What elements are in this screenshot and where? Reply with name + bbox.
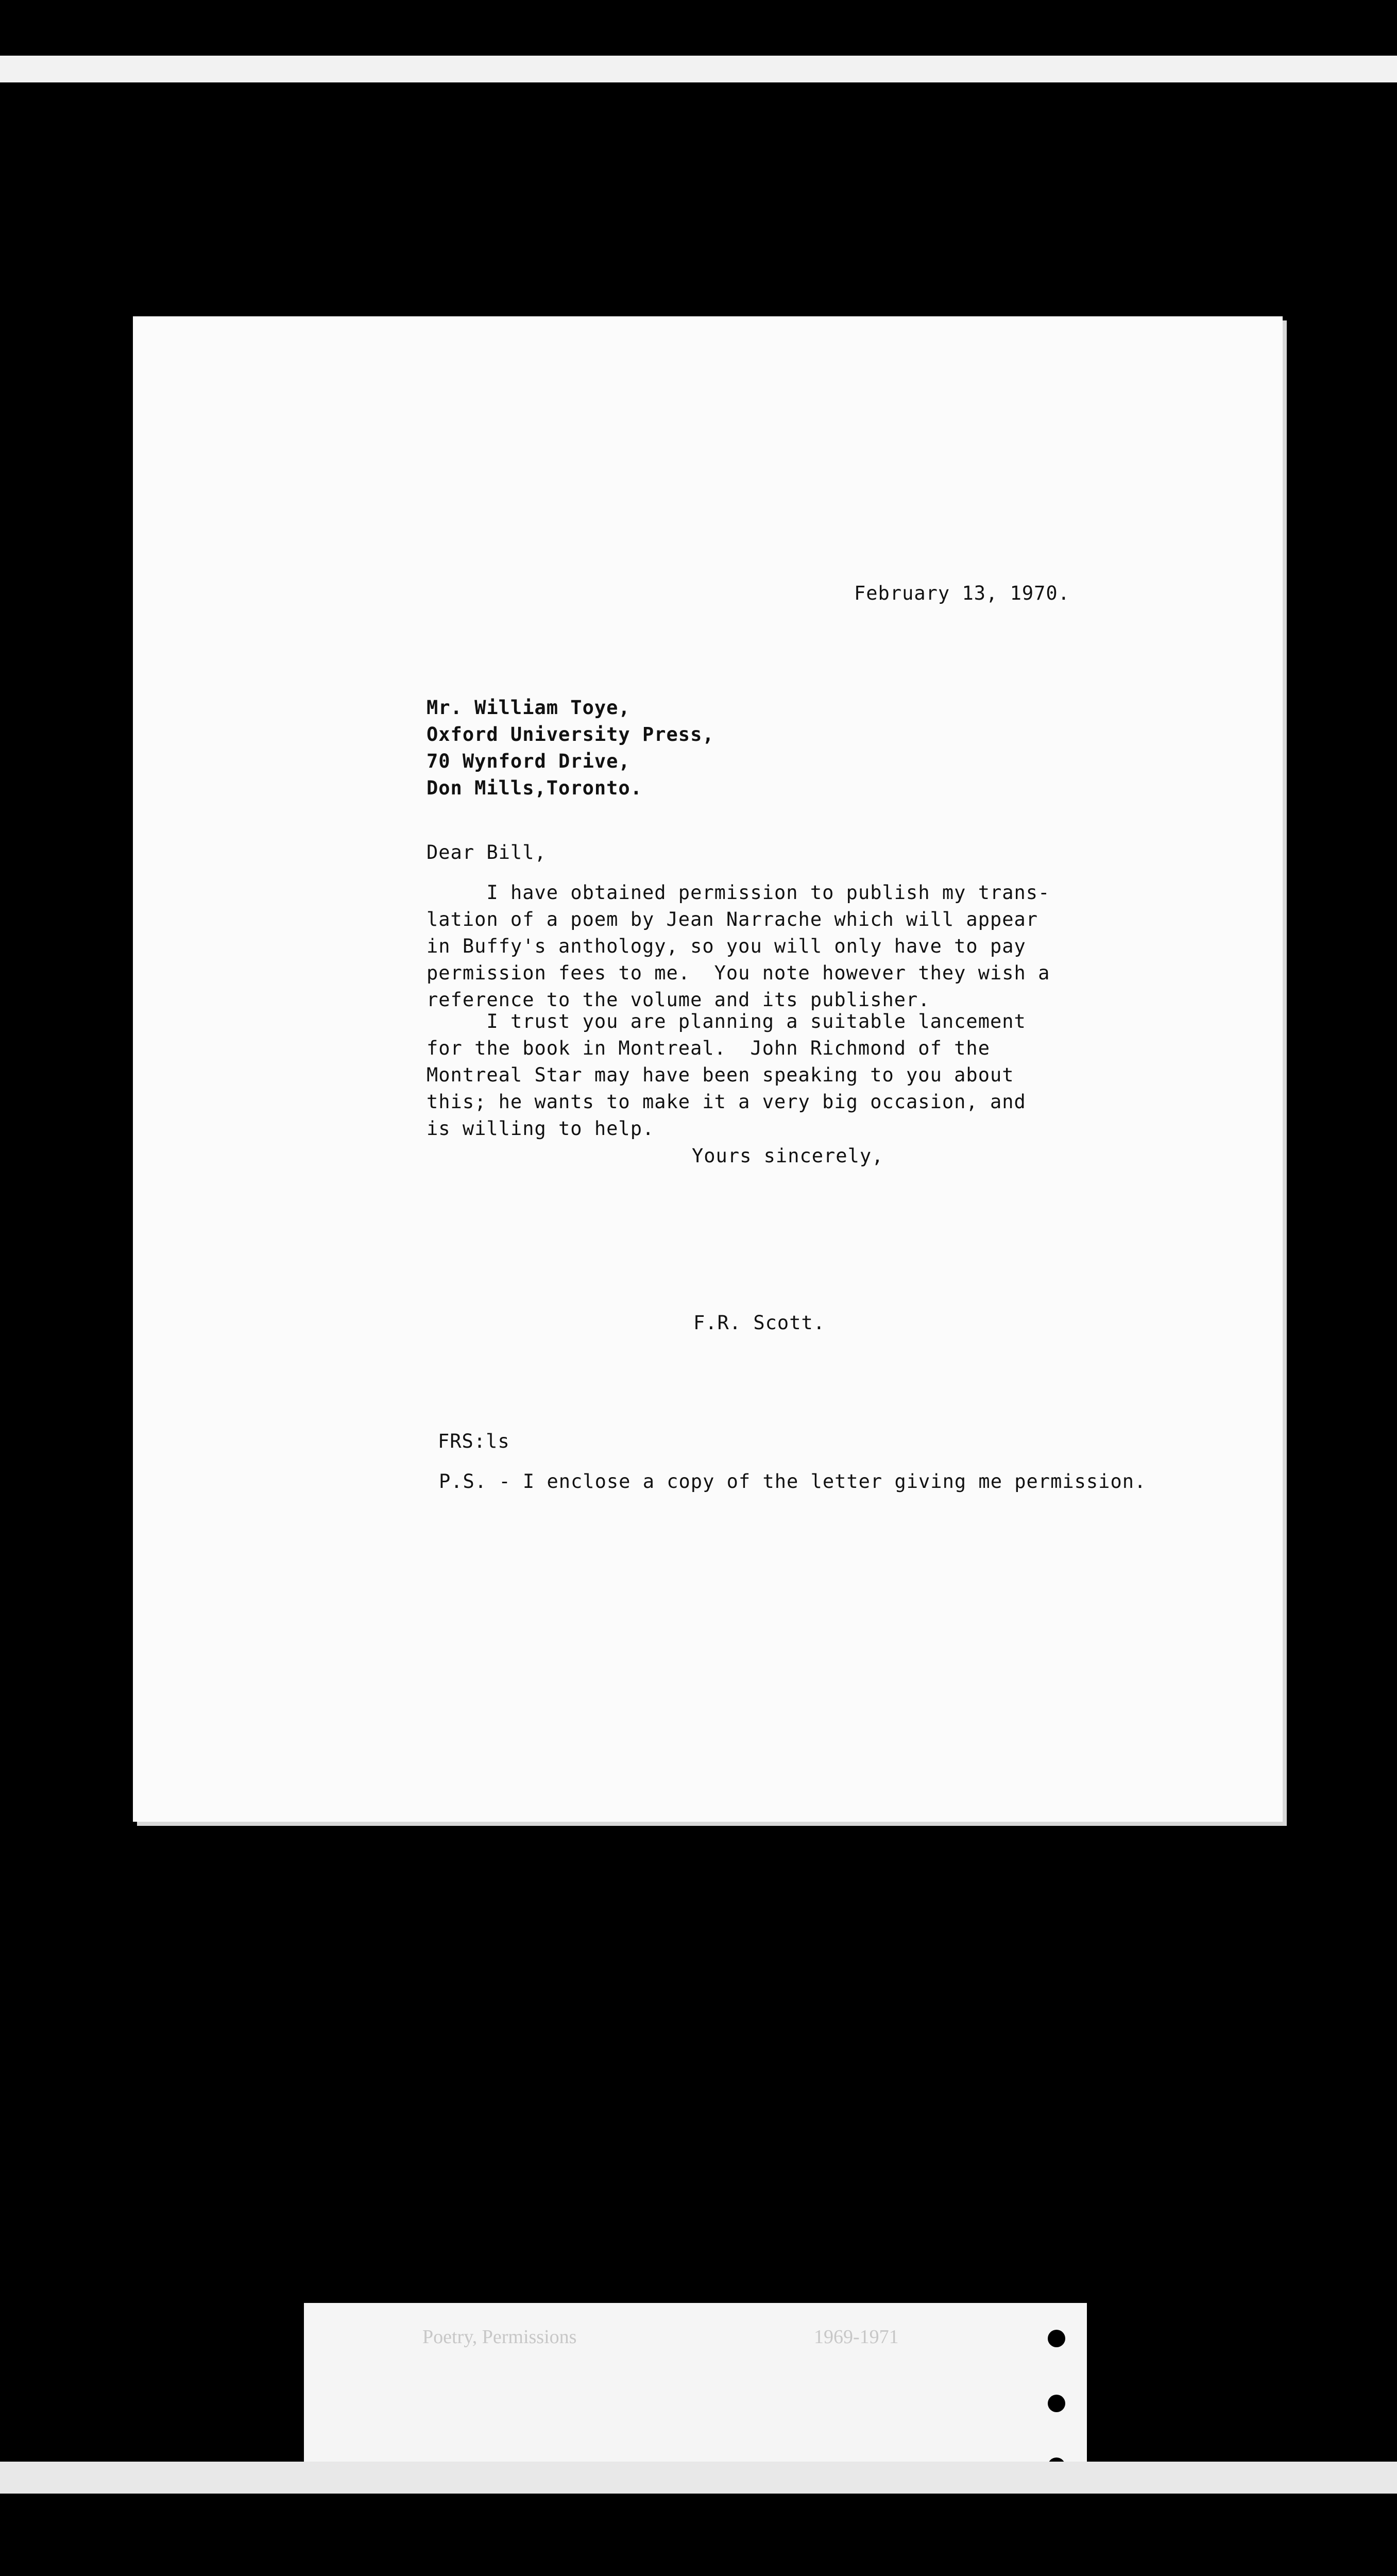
recipient-address — [427, 694, 714, 802]
recipient-line-street: 70 Wynford Drive, — [427, 750, 631, 772]
film-bottom-strip — [0, 2462, 1397, 2494]
punch-hole-icon — [1048, 2330, 1065, 2347]
folder-label-years: 1969-1971 — [814, 2326, 899, 2348]
recipient-line-name: Mr. William Toye, — [427, 697, 631, 719]
folder-label-title: Poetry, Permissions — [422, 2326, 577, 2348]
recipient-line-city: Don Mills,Toronto. — [427, 777, 642, 799]
paragraph-1-line-1: I have obtained permission to publish my trans- — [486, 882, 1050, 904]
paragraph-2-line-4: this; he wants to make it a very big occasion, and — [427, 1091, 1026, 1113]
film-top-strip — [0, 56, 1397, 82]
paragraph-1-line-3: in Buffy's anthology, so you will only have to pay — [427, 935, 1026, 957]
paragraph-2-line-2: for the book in Montreal. John Richmond of the — [427, 1037, 990, 1059]
salutation: Dear Bill, — [427, 841, 547, 863]
paragraph-1-line-5: reference to the volume and its publisher. — [427, 989, 930, 1011]
postscript: P.S. - I enclose a copy of the letter giving me permission. — [439, 1470, 1147, 1493]
paragraph-1-line-2: lation of a poem by Jean Narrache which will appear — [427, 908, 1038, 930]
closing: Yours sincerely, — [692, 1145, 884, 1167]
paragraph-2-line-3: Montreal Star may have been speaking to you about — [427, 1064, 1014, 1086]
paragraph-1-line-4: permission fees to me. You note however they wish a — [427, 962, 1050, 984]
folder-label-card — [304, 2303, 1087, 2488]
body-paragraph-2 — [427, 1008, 1026, 1142]
letter-sheet — [133, 316, 1283, 1822]
paragraph-2-line-1: I trust you are planning a suitable lancement — [486, 1010, 1026, 1032]
letter-date: February 13, 1970. — [854, 582, 1070, 604]
reference-initials: FRS:ls — [438, 1430, 510, 1452]
body-paragraph-1 — [427, 879, 1050, 1013]
signature-name: F.R. Scott. — [693, 1312, 826, 1334]
punch-hole-icon — [1048, 2395, 1065, 2412]
paragraph-2-line-5: is willing to help. — [427, 1117, 655, 1140]
recipient-line-organization: Oxford University Press, — [427, 723, 714, 745]
